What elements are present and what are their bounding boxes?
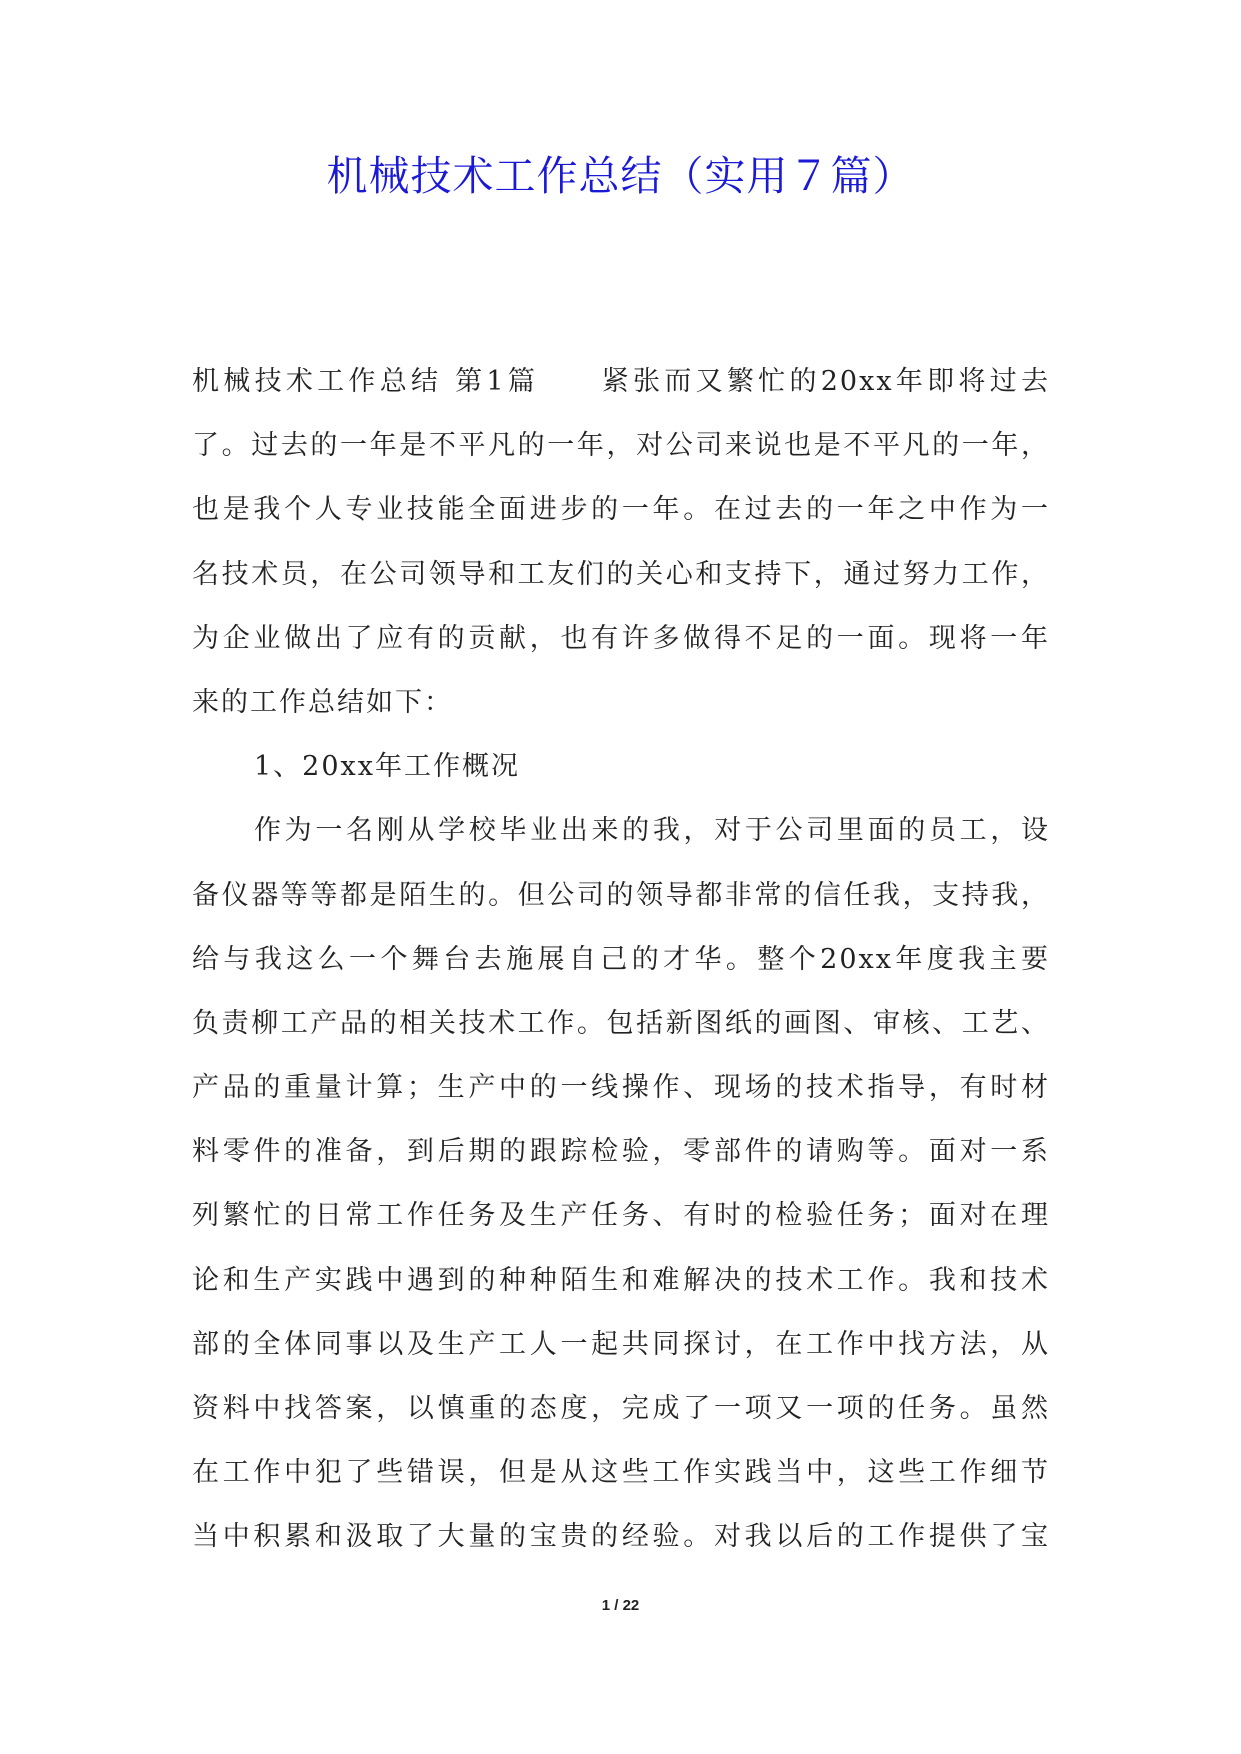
body-line: 料零件的准备，到后期的跟踪检验，零部件的请购等。面对一系 xyxy=(192,1136,1050,1168)
body-line: 也是我个人专业技能全面进步的一年。在过去的一年之中作为一 xyxy=(192,494,1050,526)
document-body xyxy=(192,350,1050,1570)
body-line: 来的工作总结如下： xyxy=(192,686,453,718)
section-heading: 1、20xx年工作概况 xyxy=(254,751,520,783)
body-line: 备仪器等等都是陌生的。但公司的领导都非常的信任我，支持我， xyxy=(192,879,1050,911)
body-line: 名技术员，在公司领导和工友们的关心和支持下，通过努力工作， xyxy=(192,558,1050,590)
body-line: 作为一名刚从学校毕业出来的我，对于公司里面的员工，设 xyxy=(254,815,1050,847)
document-title: 机械技术工作总结（实用７篇） xyxy=(326,152,915,200)
body-line: 了。过去的一年是不平凡的一年，对公司来说也是不平凡的一年， xyxy=(192,430,1050,462)
body-line: 资料中找答案，以慎重的态度，完成了一项又一项的任务。虽然 xyxy=(192,1393,1050,1424)
body-line: 机械技术工作总结 第1篇 紧张而又繁忙的20xx年即将过去 xyxy=(192,366,1050,397)
body-line: 产品的重量计算；生产中的一线操作、现场的技术指导，有时材 xyxy=(192,1072,1050,1104)
body-line: 负责柳工产品的相关技术工作。包括新图纸的画图、审核、工艺、 xyxy=(192,1007,1050,1039)
body-line: 列繁忙的日常工作任务及生产任务、有时的检验任务；面对在理 xyxy=(192,1200,1050,1232)
body-line: 为企业做出了应有的贡献，也有许多做得不足的一面。现将一年 xyxy=(192,622,1050,654)
body-line: 在工作中犯了些错误，但是从这些工作实践当中，这些工作细节 xyxy=(192,1457,1050,1489)
page-number: 1 / 22 xyxy=(601,1597,640,1614)
body-line: 论和生产实践中遇到的种种陌生和难解决的技术工作。我和技术 xyxy=(192,1264,1050,1296)
body-line: 部的全体同事以及生产工人一起共同探讨，在工作中找方法，从 xyxy=(192,1328,1050,1360)
body-line: 当中积累和汲取了大量的宝贵的经验。对我以后的工作提供了宝 xyxy=(192,1521,1050,1553)
body-line: 给与我这么一个舞台去施展自己的才华。整个20xx年度我主要 xyxy=(192,943,1050,975)
